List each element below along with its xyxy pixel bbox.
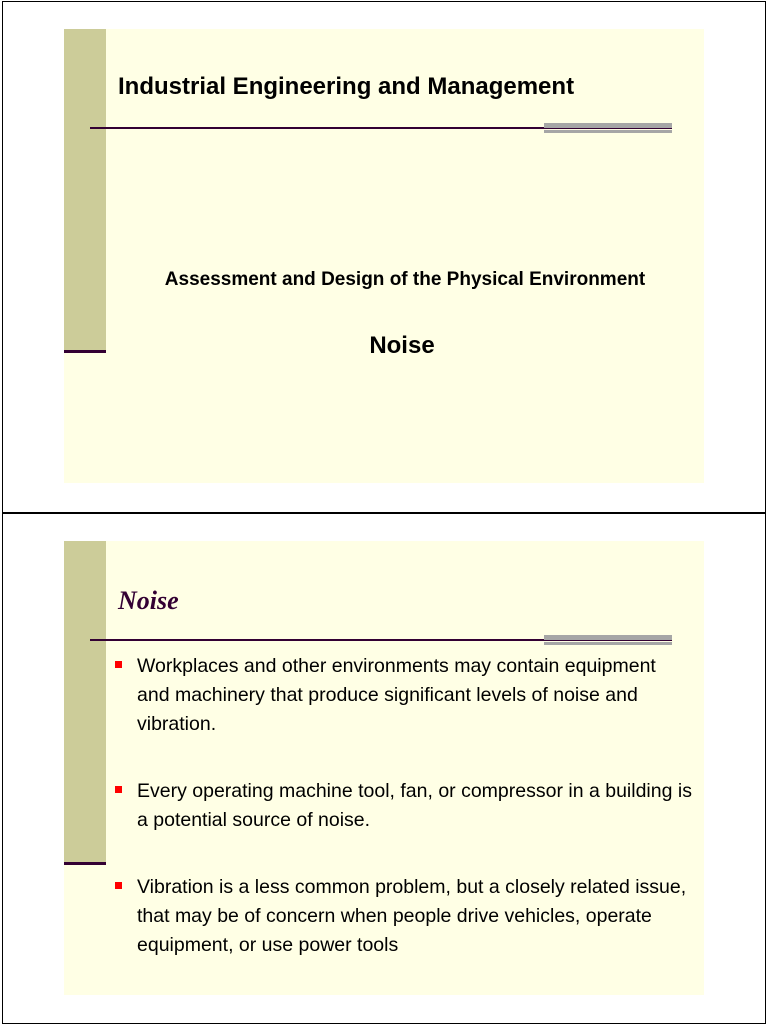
side-bar bbox=[64, 29, 106, 351]
slide-title: Industrial Engineering and Management bbox=[118, 73, 575, 100]
bullet-item bbox=[112, 777, 692, 835]
title-rule-grey-top bbox=[544, 123, 672, 128]
title-rule-grey-bottom bbox=[544, 130, 672, 133]
bullet-text: Vibration is a less common problem, but a closely related issue, that may be of concern when people drive vehicles, operate equipment, or use power tools bbox=[137, 876, 687, 956]
title-rule-grey-top bbox=[544, 635, 672, 640]
side-accent-line bbox=[64, 862, 106, 865]
bullet-list bbox=[112, 652, 692, 960]
slide-title: Noise bbox=[118, 586, 179, 615]
square-bullet-icon bbox=[115, 786, 122, 793]
bullet-item bbox=[112, 652, 692, 739]
bullet-item bbox=[112, 873, 692, 960]
side-bar bbox=[64, 541, 106, 863]
title-rule-grey-bottom bbox=[544, 642, 672, 645]
slide-topic: Noise bbox=[369, 332, 435, 359]
slide-2 bbox=[64, 541, 704, 995]
side-accent-line bbox=[64, 350, 106, 353]
square-bullet-icon bbox=[115, 661, 122, 668]
square-bullet-icon bbox=[115, 882, 122, 889]
slide-subtitle: Assessment and Design of the Physical Environment bbox=[164, 269, 646, 290]
bullet-text: Workplaces and other environments may contain equipment and machinery that produce significant levels of noise and vibration. bbox=[137, 655, 656, 735]
slide-1 bbox=[64, 29, 704, 483]
bullet-text: Every operating machine tool, fan, or compressor in a building is a potential source of noise. bbox=[137, 780, 692, 831]
